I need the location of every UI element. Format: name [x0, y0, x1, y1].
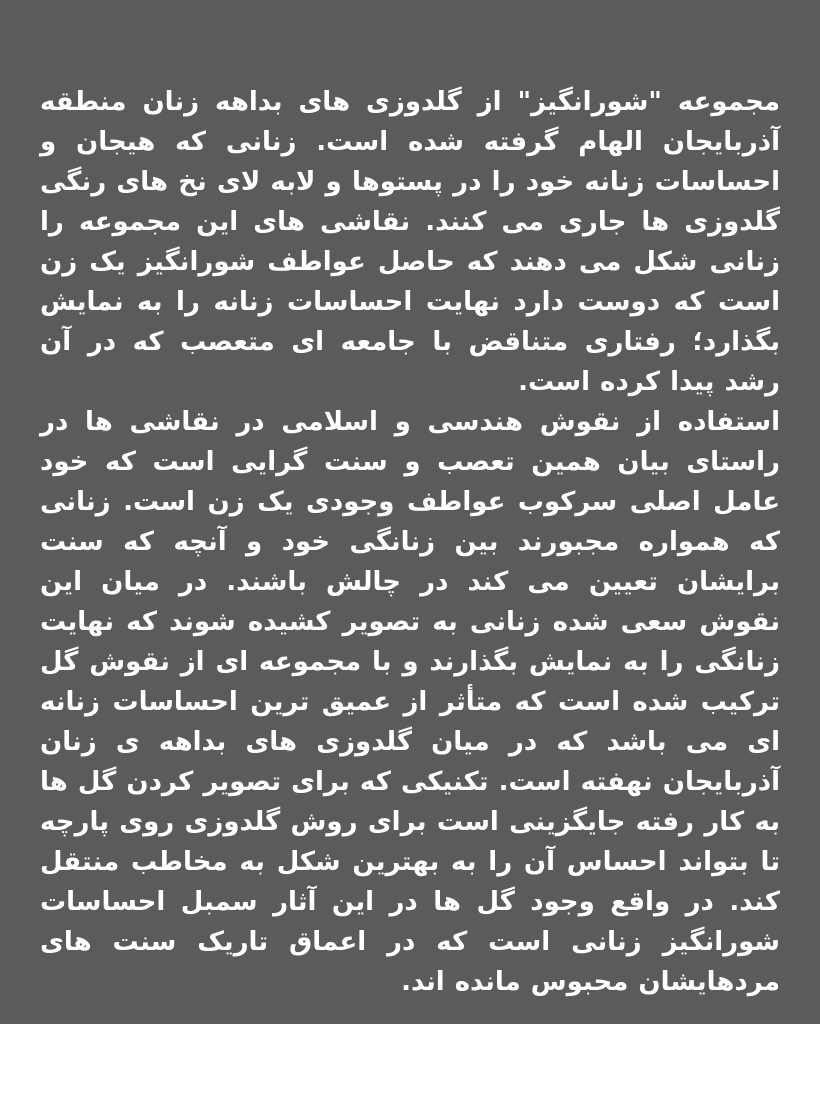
- artist-signature: رویا نجف زاده: [40, 1079, 221, 1109]
- statement-paragraph-2: استفاده از نقوش هندسی و اسلامی در نقاشی ها در راستای بیان همین تعصب و سنت گرایی است که خود عامل اصلی سرکوب عواطف وجودی یک زن است. زنانی که همواره مجبورند بین زنانگی خود و آنچه که سنت برایشان تعیین می کند در چالش باشند. در میان این نقوش سعی شده زنانی به تصویر کشیده شوند که نهایت زنانگی را به نمایش بگذارند و با مجموعه ای از نقوش گل ترکیب شده است که متأثر از عمیق ترین احساسات زنانه ای می باشد که در میان گلدوزی های بداهه ی زنان آذربایجان نهفته است. تکنیکی که برای تصویر کردن گل ها به کار رفته جایگزینی است برای روش گلدوزی روی پارچه تا بتواند احساس آن را به بهترین شکل به مخاطب منتقل کند. در واقع وجود گل ها در این آثار سمبل احساسات شورانگیز زنانی است که در اعماق تاریک سنت های مردهایشان محبوس مانده اند.: [40, 407, 780, 997]
- statement-paragraph-1: مجموعه "شورانگیز" از گلدوزی های بداهه زنان منطقه آذربایجان الهام گرفته شده است. زنانی که هیجان و احساسات زنانه خود را در پستوها و لابه لای نخ های رنگی گلدوزی ها جاری می کنند. نقاشی های این مجموعه را زنانی شکل می دهند که حاصل عواطف شورانگیز یک زن است که دوست دارد نهایت احساسات زنانه را به نمایش بگذارد؛ رفتاری متناقض با جامعه ای متعصب که در آن رشد پیدا کرده است.: [40, 87, 780, 397]
- statement-text-block: [40, 82, 780, 1002]
